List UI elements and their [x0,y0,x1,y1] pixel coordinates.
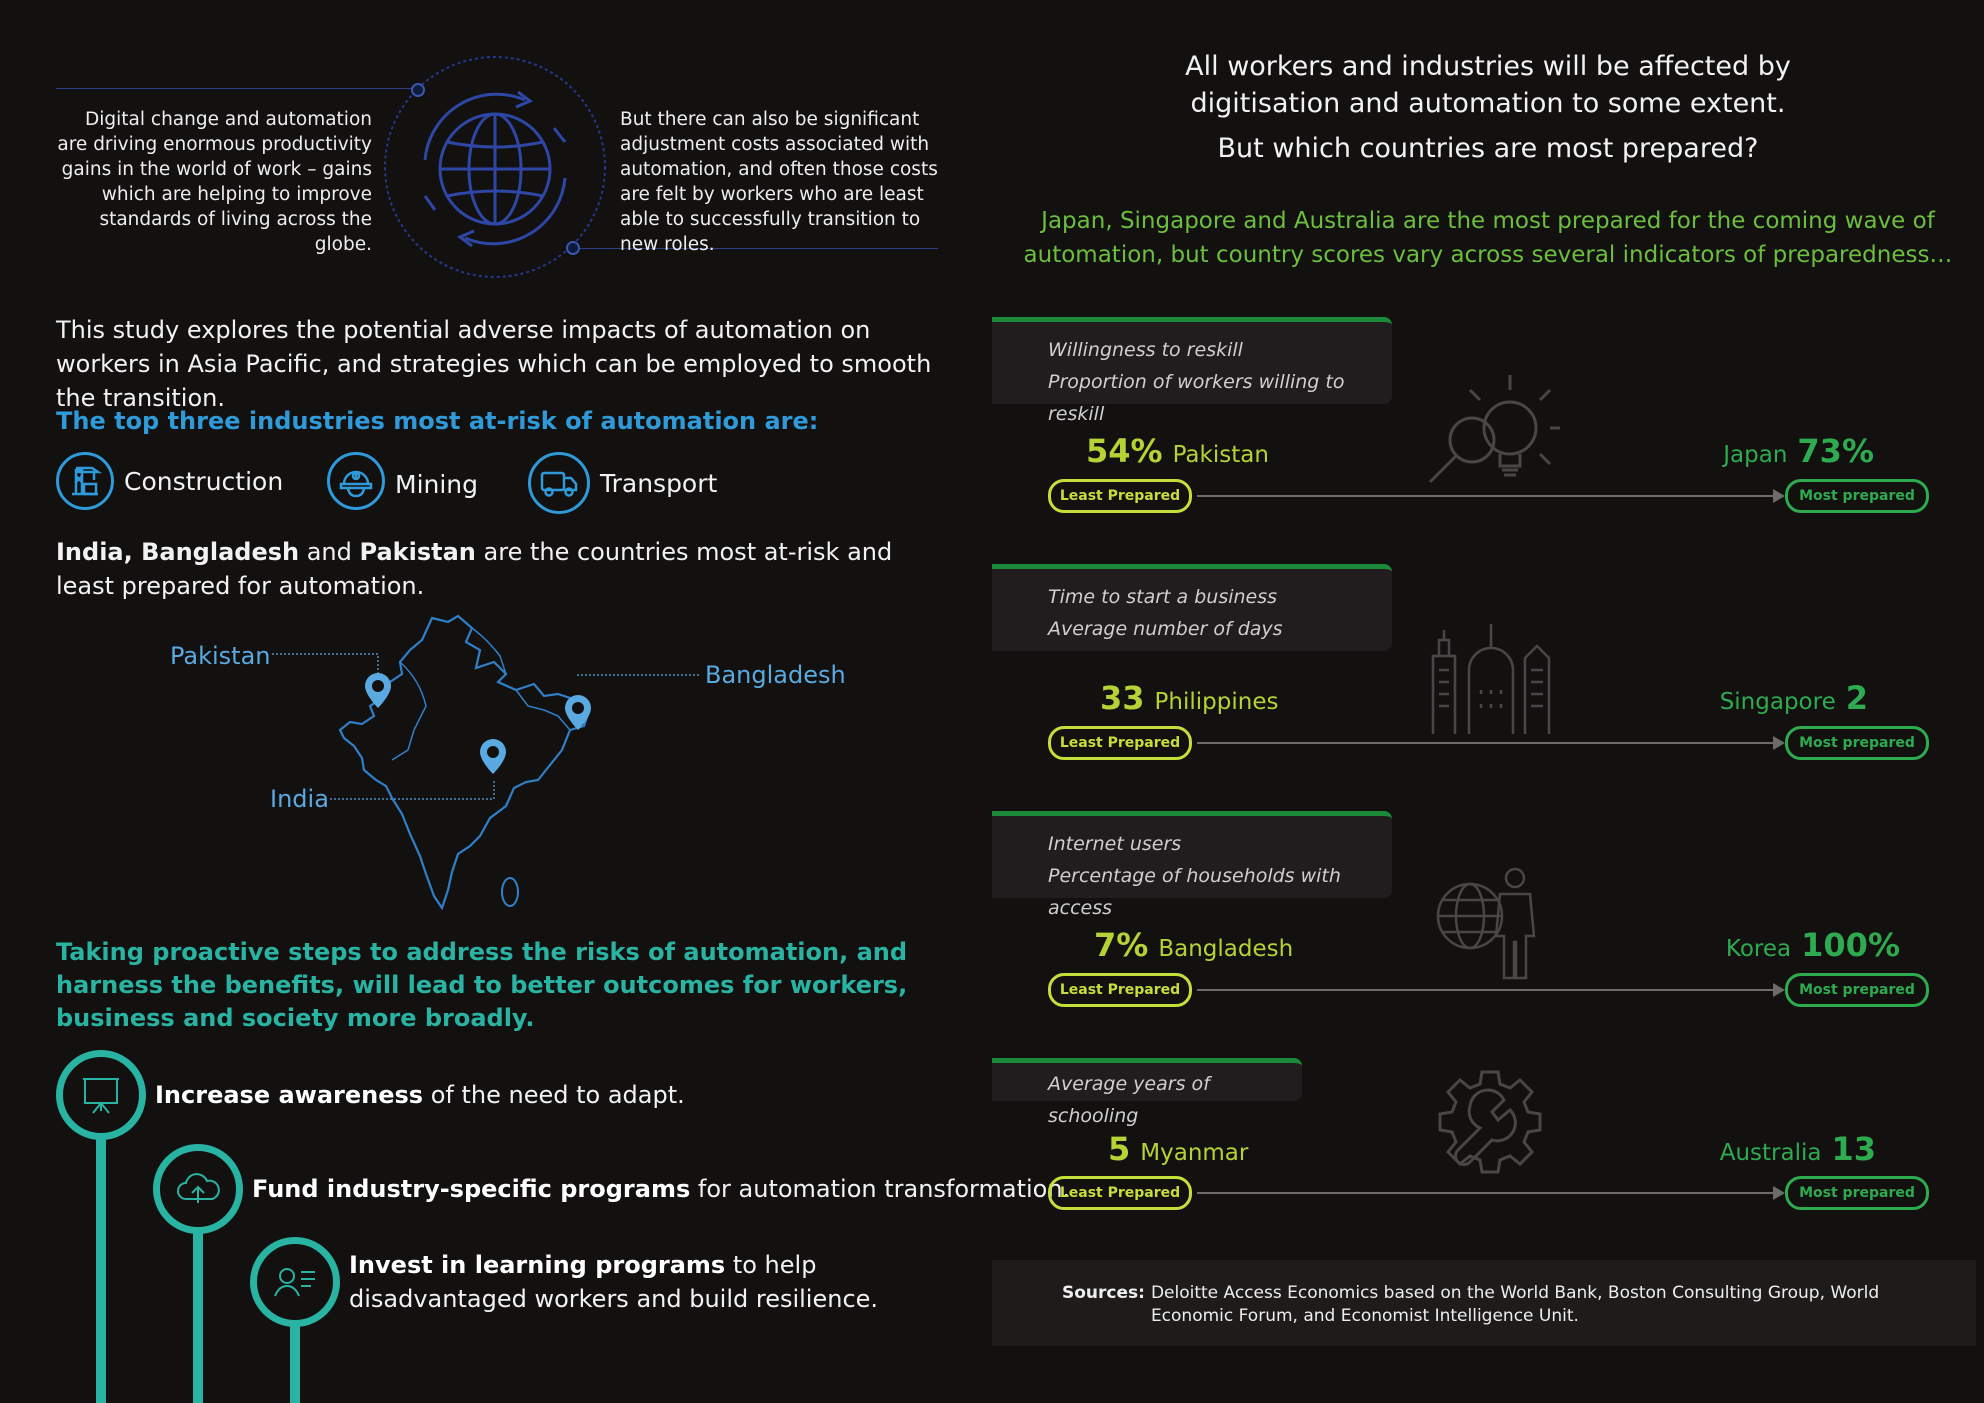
cloud-upload-icon [153,1144,243,1234]
least-value: 7% [1094,926,1149,964]
step-stem-2 [193,1228,203,1403]
most-prepared-badge: Most prepared [1785,726,1929,760]
scale-arrow-line [1197,989,1777,991]
indicator-subtitle: Average number of days [1048,618,1283,640]
indicator-subtitle: Proportion of workers willing to reskill [1048,371,1345,425]
countries-and: and [299,538,360,566]
step-rest: for automation transformation. [690,1175,1071,1203]
industry-mining [327,452,478,510]
least-prepared-badge: Least Prepared [1048,479,1192,513]
indicator-card-internet [992,811,1392,919]
city-buildings-icon [1425,620,1555,740]
indicator-title: Average years of schooling [1048,1073,1210,1127]
most-country: Singapore [1719,689,1836,715]
globe-icon [380,52,610,282]
step-stem-3 [290,1321,300,1403]
least-prepared-schooling [1108,1130,1248,1168]
sources-label: Sources: [1062,1283,1145,1303]
industry-label: Mining [395,469,479,499]
least-prepared-reskill [1086,432,1269,470]
most-value: 13 [1831,1130,1876,1168]
least-prepared-badge: Least Prepared [1048,1176,1192,1210]
map-label-bangladesh: Bangladesh [705,661,846,689]
step-increase-awareness [155,1078,685,1112]
step-rest: of the need to adapt. [423,1081,685,1109]
step-stem-1 [96,1135,106,1403]
step-fund-programs [252,1172,1070,1206]
right-header [1000,48,1976,167]
indicator-title: Internet users [1048,833,1182,855]
at-risk-countries-text [56,535,956,603]
least-prepared-internet [1094,926,1293,964]
least-value: 33 [1100,679,1145,717]
bangladesh-pin-icon [562,693,594,733]
truck-icon [528,452,590,514]
indicator-card-business [992,564,1392,651]
most-value: 73% [1797,432,1874,470]
most-prepared-reskill [1723,432,1874,470]
most-prepared-badge: Most prepared [1785,479,1929,513]
presentation-board-icon [56,1050,146,1140]
least-prepared-badge: Least Prepared [1048,726,1192,760]
countries-bold-2: Pakistan [359,538,476,566]
intro-left-text: Digital change and automation are driving enormous productivity gains in the world of work – gains which are helping to improve standards of living across the globe. [57,109,372,255]
map-callouts [270,640,710,820]
most-value: 100% [1801,926,1900,964]
step-bold: Increase awareness [155,1081,424,1109]
india-pin-icon [477,737,509,777]
most-value: 2 [1845,679,1868,717]
indicator-card-schooling [992,1058,1302,1127]
indicator-title: Time to start a business [1048,586,1278,608]
least-value: 54% [1086,432,1163,470]
map-label-pakistan: Pakistan [170,642,271,670]
industry-label: Construction [124,466,284,496]
intro-right-text: But there can also be significant adjustment costs associated with automation, and often those costs are felt by workers who are least able to successfully transition to new roles. [620,109,938,255]
step-invest-learning [349,1248,949,1316]
industry-label: Transport [600,468,718,498]
most-prepared-badge: Most prepared [1785,1176,1929,1210]
preparedness-intro: Japan, Singapore and Australia are the most prepared for the coming wave of automation, but country scores vary across several indicators of preparedness… [1023,208,1953,268]
least-country: Pakistan [1172,442,1269,468]
least-prepared-business [1100,679,1278,717]
proactive-statement: Taking proactive steps to address the risks of automation, and harness the benefits, will lead to better outcomes for workers, business and society more broadly. [56,938,908,1032]
least-value: 5 [1108,1130,1131,1168]
intro-line-left [56,88,418,89]
step-bold: Invest in learning programs [349,1251,726,1279]
step-bold: Fund industry-specific programs [252,1175,691,1203]
header-line-2: But which countries are most prepared? [1217,133,1759,164]
countries-bold-1: India, Bangladesh [56,538,300,566]
scale-arrow-line [1197,495,1777,497]
step-rest: to help disadvantaged workers and build resilience. [349,1251,879,1313]
header-line-1: All workers and industries will be affected by digitisation and automation to some extent. [1185,51,1791,119]
industry-construction [56,452,283,510]
magnifier-lightbulb-icon [1410,370,1570,490]
gear-wrench-icon [1430,1066,1550,1186]
least-country: Myanmar [1140,1140,1249,1166]
scale-arrowhead [1773,489,1785,503]
sources-text: Deloitte Access Economics based on the World Bank, Boston Consulting Group, World Economic Forum, and Economist Intelligence Unit. [1150,1283,1880,1326]
learner-list-icon [250,1237,340,1327]
pakistan-pin-icon [362,671,394,711]
most-prepared-internet [1726,926,1900,964]
least-prepared-badge: Least Prepared [1048,973,1192,1007]
scale-arrow-line [1197,742,1777,744]
most-country: Korea [1725,936,1792,962]
most-prepared-business [1720,679,1868,717]
industries-heading: The top three industries most at-risk of automation are: [56,407,819,435]
globe-person-icon [1430,866,1550,986]
study-paragraph: This study explores the potential adverse impacts of automation on workers in Asia Pacific, and strategies which can be employed to smooth the transition. [56,316,932,412]
least-country: Bangladesh [1158,936,1294,962]
most-prepared-schooling [1720,1130,1876,1168]
sources-box [992,1260,1976,1346]
indicator-title: Willingness to reskill [1048,339,1243,361]
indicator-subtitle: Percentage of households with access [1048,865,1341,919]
industry-transport [528,452,717,514]
scale-arrowhead [1773,1186,1785,1200]
hardhat-icon [327,452,385,510]
scale-arrowhead [1773,983,1785,997]
most-prepared-badge: Most prepared [1785,973,1929,1007]
crane-icon [56,452,114,510]
scale-arrow-line [1197,1192,1777,1194]
countries-rest: are the countries most at-risk and least prepared for automation. [56,538,893,600]
most-country: Australia [1719,1140,1822,1166]
indicator-card-reskill [992,317,1392,425]
scale-arrowhead [1773,736,1785,750]
map-label-india: India [270,785,329,813]
most-country: Japan [1723,442,1788,468]
least-country: Philippines [1154,689,1279,715]
